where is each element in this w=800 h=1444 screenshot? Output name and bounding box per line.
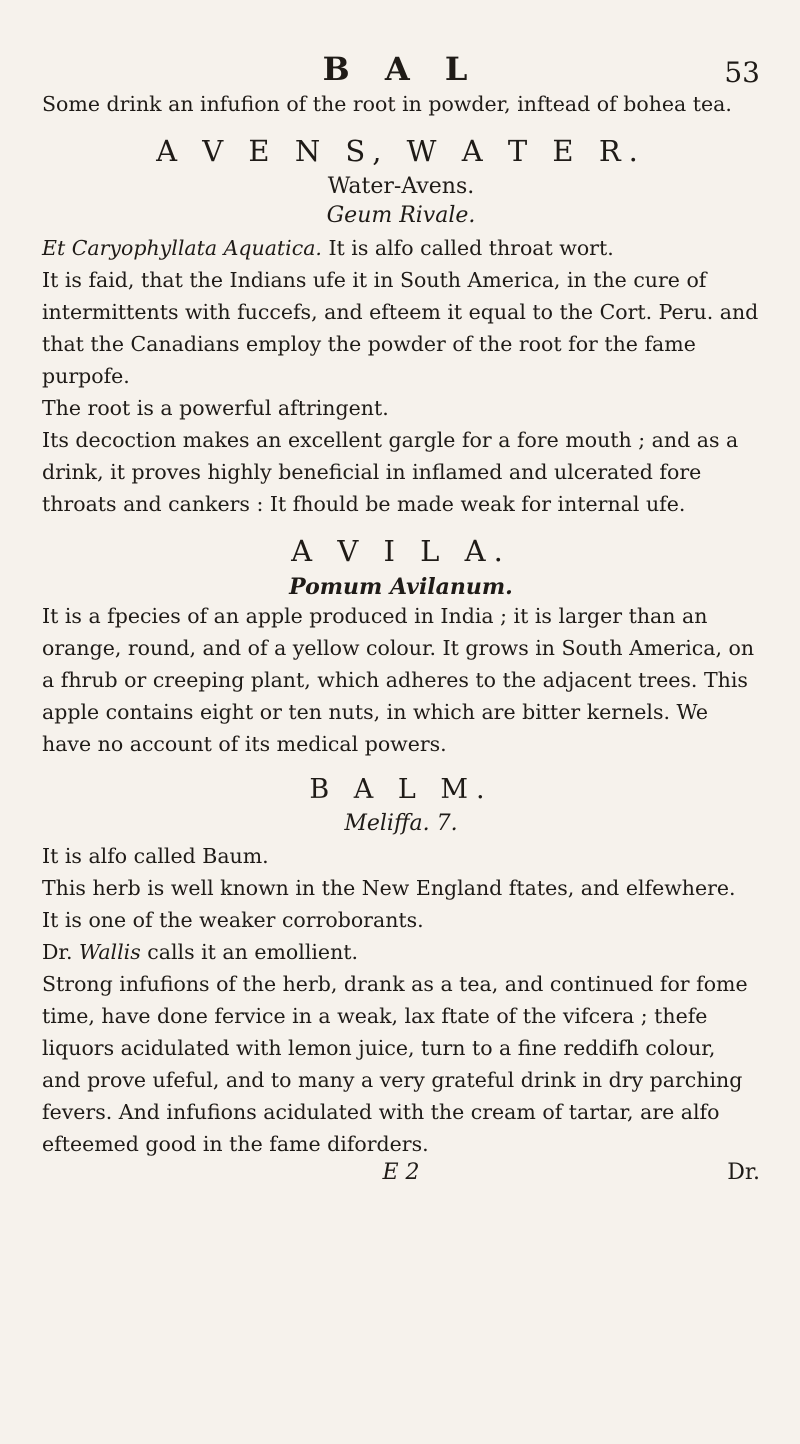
paragraph-avens-3: Its decoction makes an excellent gargle for a fore mouth ; and as a drink, it proves highly beneficial in inflamed and ulcerated fore throats and cankers : It fhould be made weak for internal ufe. — [42, 428, 739, 516]
synonym-italic: Et Caryophyllata Aquatica. — [42, 236, 322, 260]
entry-heading-balm: B A L M. — [309, 774, 493, 805]
paragraph-balm-2: This herb is well known in the New England ftates, and elfewhere. — [42, 876, 736, 900]
synonym-rest: It is alfo called throat wort. — [321, 236, 614, 260]
paragraph-balm-final: Strong infufions of the herb, drank as a tea, and continued for fome time, have done fervice in a weak, lax ftate of the vifcera ; thefe liquors acidulated with lemon juice, turn to a fine reddifh colour, and prove ufeful, and to many a very grateful drink in dry parching fevers. And infufions acidulated with the cream of tartar, are alfo efteemed good in the fame diforders. — [42, 972, 748, 1156]
entry-heading-avila: A V I L A. — [291, 534, 511, 568]
latin-name-avens: Geum Rivale. — [326, 203, 476, 228]
running-title: B A L — [322, 50, 480, 88]
synonym-line-avens — [42, 232, 760, 264]
intro-paragraph: Some drink an infufion of the root in powder, inftead of bohea tea. — [42, 92, 732, 116]
wallis-prefix: Dr. — [42, 940, 80, 964]
paragraph-avens-1: It is faid, that the Indians ufe it in South America, in the cure of intermittents with fuccefs, and efteem it equal to the Cort. Peru. and that the Canadians employ the powder of the root for the fame purpofe. — [42, 268, 759, 388]
running-head — [42, 44, 760, 88]
entry-heading-avens: A V E N S, W A T E R. — [156, 134, 646, 168]
entry-avens — [42, 134, 760, 520]
page-number: 53 — [724, 56, 760, 89]
signature-mark: E 2 — [382, 1160, 420, 1185]
wallis-suffix: calls it an emollient. — [140, 940, 359, 964]
entry-avila — [42, 534, 760, 760]
latin-name-balm: Meliffa. 7. — [344, 811, 458, 836]
page-footer — [42, 1160, 760, 1192]
paragraph-avens-2: The root is a powerful aftringent. — [42, 396, 389, 420]
paragraph-balm-1: It is alfo called Baum. — [42, 844, 269, 868]
paragraph-avila: It is a fpecies of an apple produced in India ; it is larger than an orange, round, and of a yellow colour. It grows in South America, on a fhrub or creeping plant, which adheres to the adjacent trees. This apple contains eight or ten nuts, in which are bitter kernels. We have no account of its medical powers. — [42, 604, 755, 756]
entry-balm — [42, 774, 760, 1160]
latin-name-avila: Pomum Avilanum. — [289, 574, 513, 600]
catchword: Dr. — [727, 1160, 760, 1185]
paragraph-balm-3: It is one of the weaker corroborants. — [42, 908, 424, 932]
paragraph-balm-wallis — [42, 936, 760, 968]
wallis-name: Wallis — [79, 940, 141, 964]
common-name-avens: Water-Avens. — [327, 174, 475, 199]
